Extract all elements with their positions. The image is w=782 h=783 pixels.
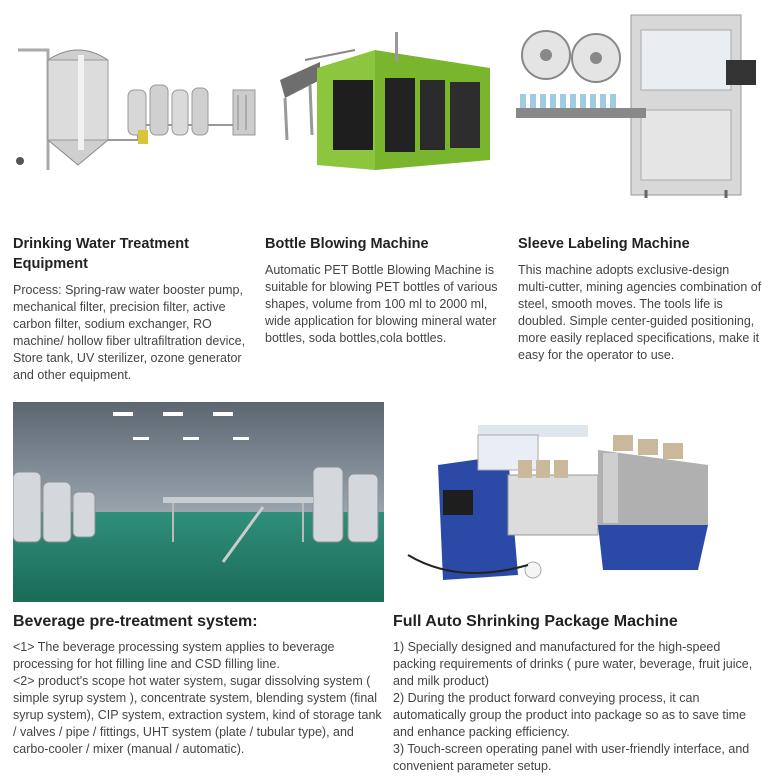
product-description: 1) Specially designed and manufactured for the high-speed packing requirements of drinks ( pure water, beverage, fruit juice, and milk product) 2) During the product forward conveying process, it can automatically group the product into package so as to save time and enhance packing efficiency. 3) Touch-screen operating panel with user-friendly interface, and convenient parameter setup. [393, 640, 753, 773]
product-description: Automatic PET Bottle Blowing Machine is suitable for blowing PET bottles of various shapes, volume from 100 ml to 2000 ml, wide application for blowing mineral water bottles, soda bottles,cola bottles. [265, 263, 498, 345]
bottle-blowing-image [265, 20, 505, 185]
product-title: Bottle Blowing Machine [265, 236, 429, 252]
product-title: Drinking Water Treatment Equipment [13, 236, 189, 272]
product-description: This machine adopts exclusive-design multi-cutter, mining agencies combination of steel, smooth moves. The tools life is doubled. Simple center-guided positioning, more easily replaced specifications, make it easy for the operator to use. [518, 263, 762, 362]
beverage-pretreatment-image [13, 402, 384, 602]
sleeve-labeling-image [516, 10, 764, 200]
product-title: Sleeve Labeling Machine [518, 236, 690, 252]
product-description: Process: Spring-raw water booster pump, mechanical filter, precision filter, active carbon filter, sodium exchanger, RO machine/ hollow fiber ultrafiltration device, Store tank, UV sterilizer, ozone generator and other equipment. [13, 283, 246, 382]
product-title: Full Auto Shrinking Package Machine [393, 613, 678, 630]
shrink-package-image [398, 395, 728, 590]
water-treatment-image [8, 30, 258, 180]
product-title: Beverage pre-treatment system: [13, 613, 258, 630]
product-description: <1> The beverage processing system applies to beverage processing for hot filling line and CSD filling line. <2> product's scope hot water system, sugar dissolving system ( simple syrup system ), concentrate system, blending system (final syrup system), CIP system, extraction system, kind of storage tank / valves / pipe / fittings, UHT system (plate / tubular type), and carbo-cooler / mixer (manual / automatic). [13, 640, 382, 756]
